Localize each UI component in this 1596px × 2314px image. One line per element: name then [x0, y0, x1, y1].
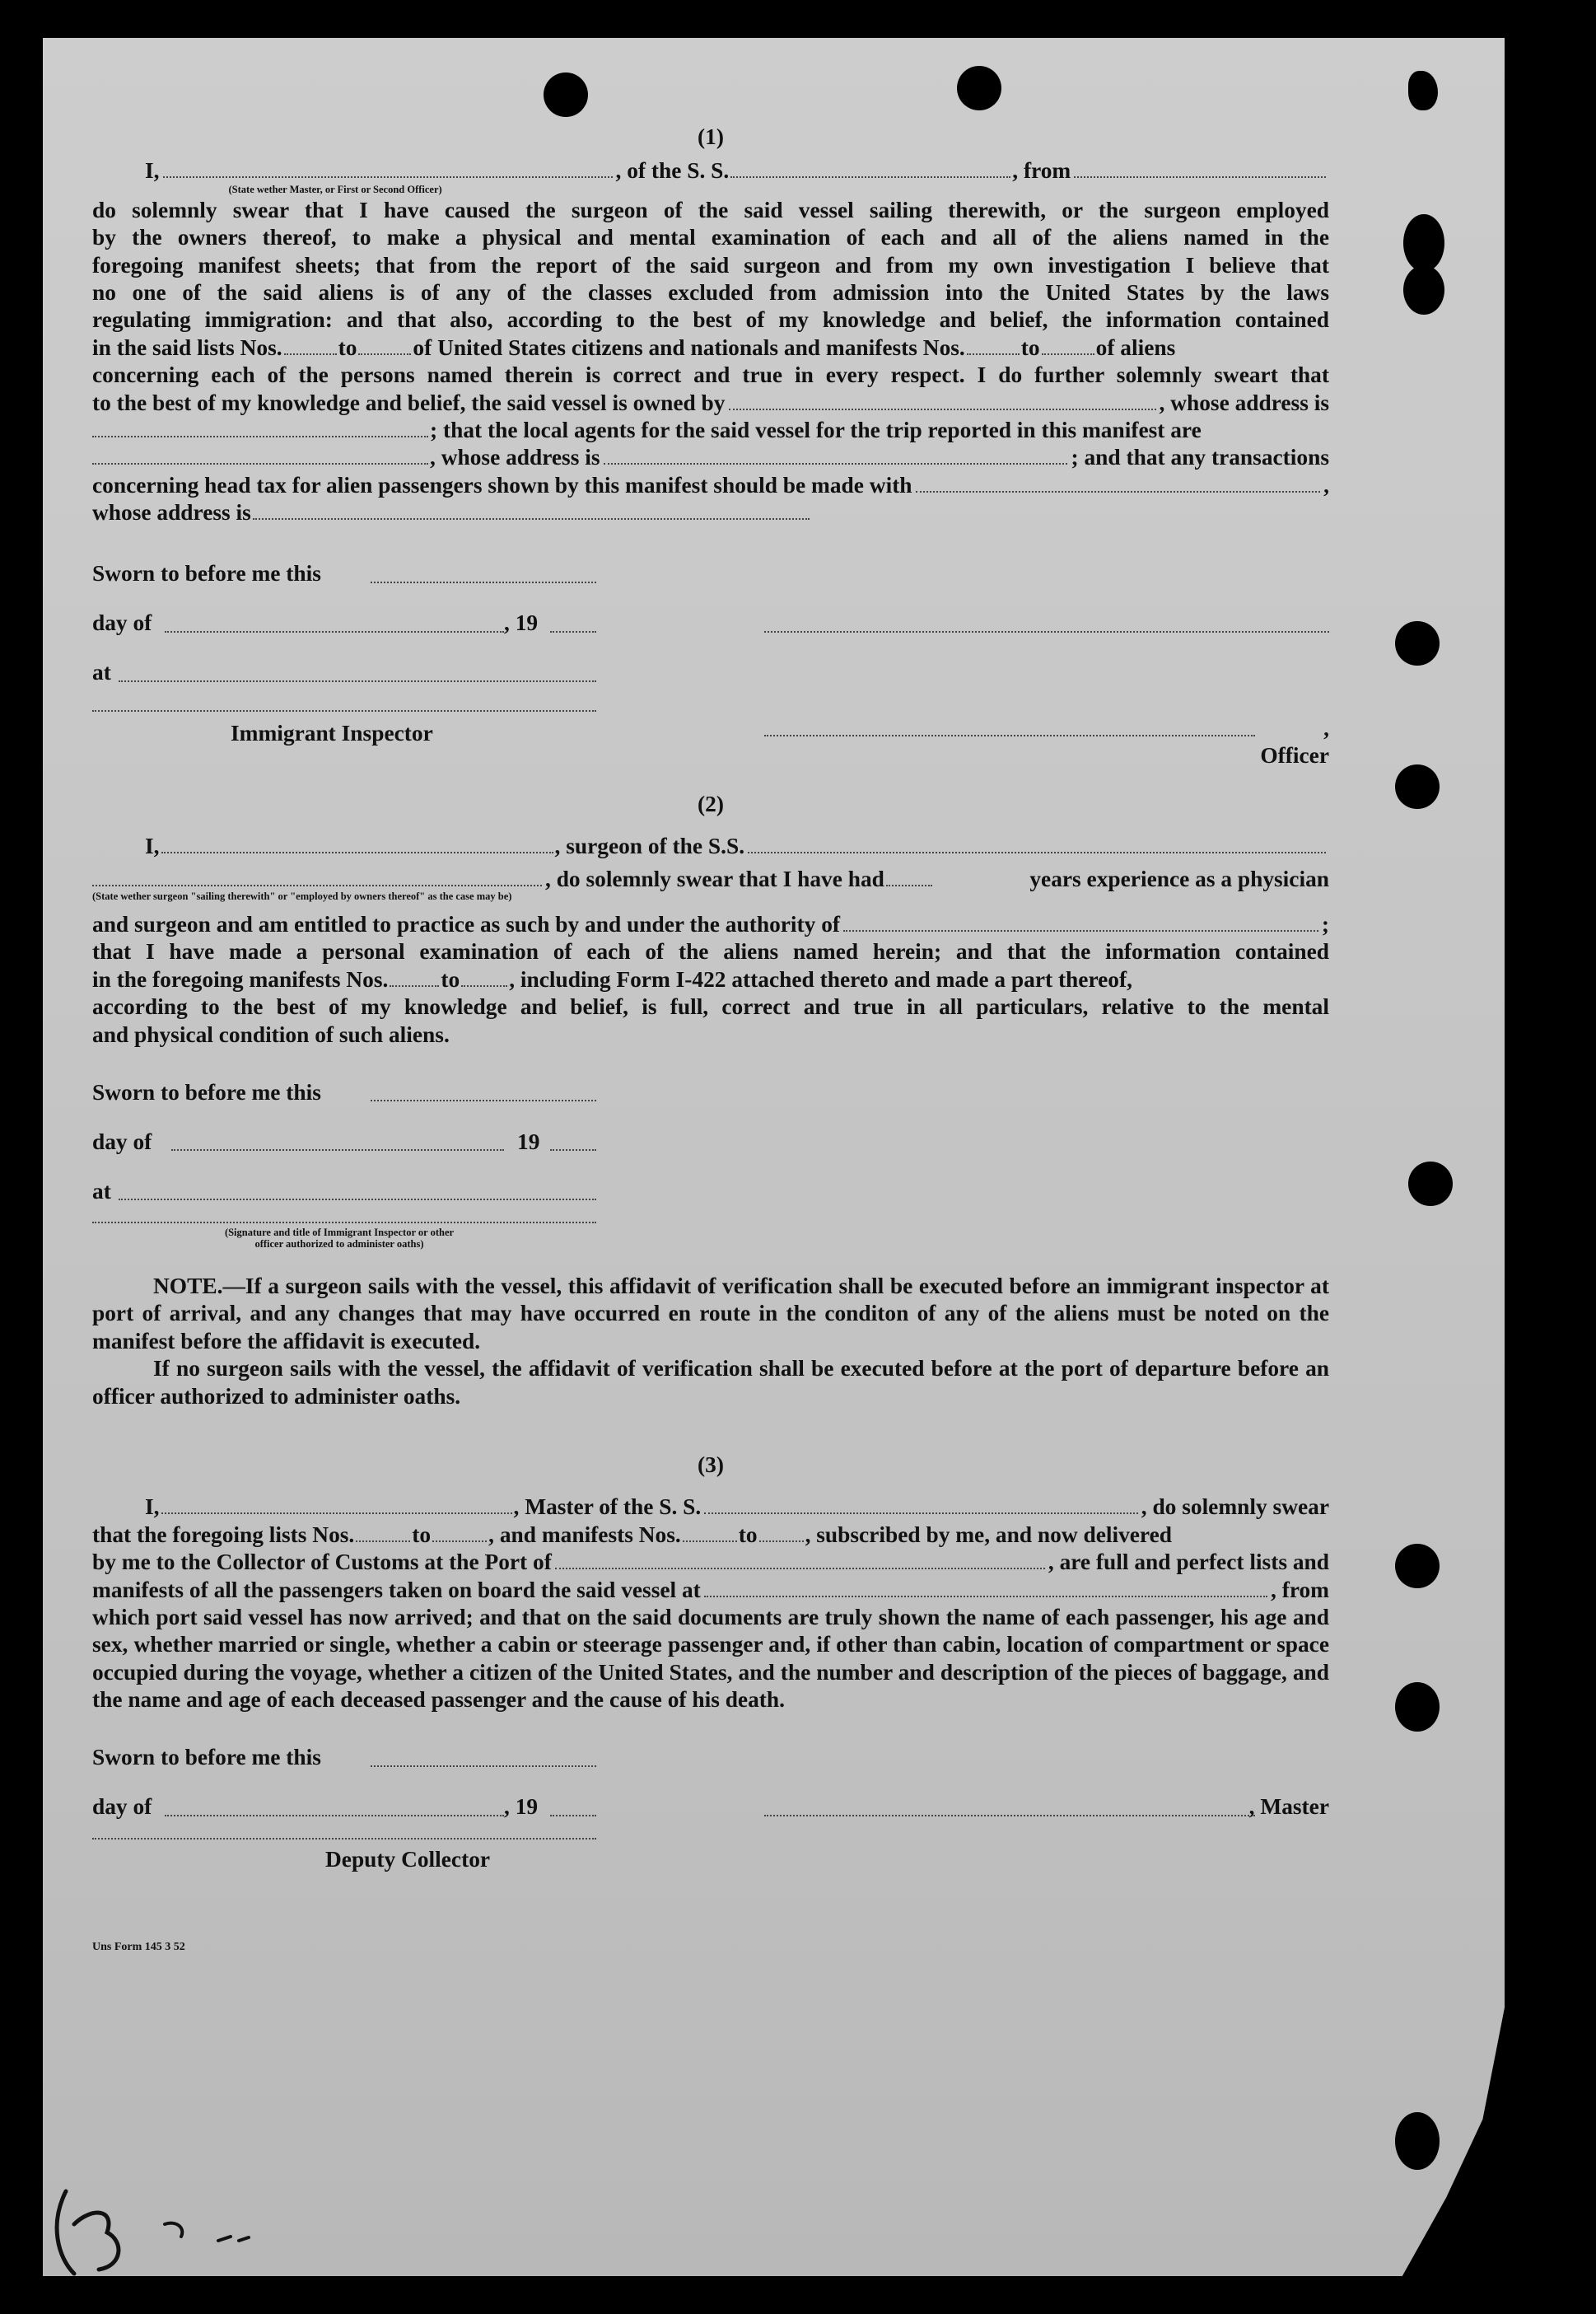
sworn-date-field[interactable]	[371, 582, 596, 583]
note-paragraph: NOTE.—If a surgeon sails with the vessel, this affidavit of verification shall be executed before an immigrant inspector at port of arrival, and any changes that may have occurred en route in the conditon of any of the aliens must be noted on the manifest before the affidavit is executed.	[92, 1273, 1329, 1353]
text-fragment: whose address is	[92, 500, 251, 526]
punch-hole	[1395, 1544, 1440, 1588]
deputy-signature-line[interactable]	[92, 1838, 596, 1840]
head-tax-line	[92, 472, 1329, 499]
punch-hole	[1395, 621, 1440, 666]
handwritten-mark	[41, 2175, 272, 2298]
section1-body	[92, 197, 1329, 527]
text-fragment: to the best of my knowledge and belief, the said vessel is owned by	[92, 390, 726, 415]
section1-intro-line	[92, 157, 1329, 196]
sworn-date-field[interactable]	[371, 1765, 596, 1767]
form-content	[92, 124, 1329, 1961]
place-field[interactable]	[119, 680, 596, 682]
text-fragment: , including Form I-422 attached thereto and made a part thereof,	[509, 966, 1132, 992]
section3-intro-line	[92, 1494, 1329, 1521]
label-from: , from	[1012, 158, 1071, 184]
note-block	[92, 1273, 1329, 1410]
signature-caption	[142, 1227, 537, 1250]
text-fragment: , and manifests Nos.	[488, 1522, 681, 1547]
at-label: at	[92, 1178, 111, 1204]
text-fragment: in the foregoing manifests Nos.	[92, 966, 389, 992]
port-line	[92, 1549, 1329, 1576]
at-label: at	[92, 660, 111, 685]
form-number: Uns Form 145 3 52	[92, 1940, 185, 1953]
inspector-signature-line[interactable]	[92, 1222, 596, 1223]
text-fragment: to	[412, 1522, 432, 1547]
manifest-from-field[interactable]	[967, 353, 1020, 355]
text-fragment: , from	[1271, 1577, 1329, 1602]
punch-hole	[1395, 764, 1440, 809]
master-signature-line[interactable]	[764, 1815, 1255, 1816]
text-fragment: years experience as a physician	[1029, 866, 1329, 891]
ship-name-field[interactable]	[704, 1512, 1138, 1514]
sworn-line	[92, 544, 669, 595]
agents-field[interactable]	[92, 462, 428, 465]
day-of-label: day of	[92, 1129, 152, 1154]
list-from-field[interactable]	[284, 353, 337, 355]
sworn-line	[92, 1727, 669, 1779]
text-line: concerning each of the persons named therein is correct and true in every respect. I do further solemnly sweart that	[92, 362, 1329, 388]
text-fragment: ;	[1321, 911, 1329, 937]
text-fragment: concerning head tax for alien passengers shown by this manifest should be made with	[92, 472, 912, 498]
text-fragment: , do solemnly swear	[1141, 1494, 1329, 1520]
lists-numbers-line	[92, 334, 1329, 362]
ship-name-field[interactable]	[748, 851, 1326, 853]
section2-intro-line	[92, 833, 1329, 860]
manifest-from-field[interactable]	[390, 984, 439, 987]
authority-line	[92, 911, 1329, 938]
officer-label: , Officer	[1260, 715, 1329, 769]
day-of-label: day of	[92, 610, 152, 636]
master-label: , Master	[1248, 1793, 1329, 1819]
years-field[interactable]	[886, 884, 932, 886]
text-fragment: to	[1020, 334, 1040, 360]
arrival-port-field[interactable]	[555, 1567, 1045, 1569]
manifest-to-field[interactable]	[461, 984, 507, 987]
ink-blot	[1408, 71, 1438, 110]
month-field[interactable]	[165, 631, 504, 633]
day-of-line	[92, 593, 669, 644]
punch-hole	[1395, 1682, 1440, 1732]
text-line: that I have made a personal examination of each of the aliens named herein; and that the information contained	[92, 939, 1329, 965]
text-line: do solemnly swear that I have caused the surgeon of the said vessel sailing therewith, or the surgeon employed	[92, 197, 1329, 222]
section-number: (2)	[698, 791, 724, 816]
place-field[interactable]	[119, 1199, 596, 1200]
ship-name-field[interactable]	[730, 175, 1010, 178]
punch-hole	[544, 72, 588, 117]
manifest-to-field[interactable]	[759, 1540, 804, 1542]
sworn-label: Sworn to before me this	[92, 561, 321, 587]
caption-line: officer authorized to administer oaths)	[254, 1237, 424, 1250]
text-fragment: to	[338, 334, 357, 360]
head-tax-contact-field[interactable]	[916, 490, 1321, 493]
inspector-label: Immigrant Inspector	[231, 720, 433, 746]
at-line	[92, 1161, 669, 1212]
day-of-line	[92, 1777, 669, 1828]
text-fragment: of United States citizens and nationals and manifests Nos.	[413, 334, 965, 360]
text-fragment: ,	[1323, 472, 1329, 498]
text-line: no one of the said aliens is of any of the classes excluded from admission into the United States by the laws	[92, 280, 1329, 306]
year-field[interactable]	[550, 1815, 596, 1816]
label-I: I,	[145, 834, 160, 859]
punch-hole	[1395, 2112, 1440, 2170]
list-to-field[interactable]	[432, 1540, 487, 1542]
text-line: regulating immigration: and that also, according to the best of my knowledge and belief, the information contained	[92, 307, 1329, 333]
text-paragraph: which port said vessel has now arrived; and that on the said documents are truly shown the name of each passenger, his age and sex, whether married or single, whether a cabin or steerage passenger and, if other than cabin, location of compartment or space occupied during the voyage, whether a citizen of the United States, and the number and description of the pieces of baggage, and the name and age of each deceased passenger and the cause of his death.	[92, 1605, 1329, 1713]
surgeon-type-field[interactable]	[92, 884, 542, 902]
lists-line	[92, 1522, 1329, 1549]
note-paragraph: If no surgeon sails with the vessel, the affidavit of verification shall be executed before at the port of departure before an officer authorized to administer oaths.	[92, 1356, 1329, 1409]
agents-address-field[interactable]	[604, 462, 1068, 465]
sworn-label: Sworn to before me this	[92, 1079, 321, 1105]
authority-field[interactable]	[843, 929, 1318, 932]
month-field[interactable]	[165, 1815, 504, 1816]
text-fragment: of aliens	[1095, 334, 1176, 360]
list-from-field[interactable]	[356, 1540, 410, 1542]
text-line: and physical condition of such aliens.	[92, 1021, 450, 1047]
text-fragment: by me to the Collector of Customs at the Port of	[92, 1550, 552, 1575]
text-fragment: to	[441, 966, 460, 992]
master-name-field[interactable]	[161, 1512, 512, 1514]
boarding-port-field[interactable]	[704, 1595, 1267, 1597]
owner-line	[92, 390, 1329, 417]
manifest-to-field[interactable]	[1042, 353, 1094, 355]
inspector-signature-line[interactable]	[92, 710, 596, 712]
section3-body	[92, 1522, 1329, 1714]
text-fragment: , whose address is	[430, 445, 600, 470]
text-fragment: manifests of all the passengers taken on board the said vessel at	[92, 1577, 701, 1602]
manifest-numbers-line	[92, 966, 1329, 993]
section2-signatures	[92, 1062, 1329, 1250]
label-surgeon-of: , surgeon of the S.S.	[554, 834, 745, 859]
section-number: (3)	[698, 1452, 724, 1477]
label-I: I,	[145, 1494, 160, 1520]
at-line	[92, 643, 669, 694]
list-to-field[interactable]	[358, 353, 411, 355]
text-fragment: , do solemnly swear that I have had	[545, 866, 884, 891]
departure-port-field[interactable]	[1074, 175, 1326, 178]
punch-hole	[957, 66, 1001, 110]
text-fragment: ; and that any transactions	[1071, 445, 1329, 470]
year-field[interactable]	[550, 1149, 596, 1151]
section1-signatures	[92, 544, 1329, 769]
punch-hole	[1403, 214, 1444, 272]
year-field[interactable]	[550, 631, 596, 633]
punch-hole	[1403, 265, 1444, 315]
field-caption: (State wether Master, or First or Second Officer)	[228, 184, 442, 196]
day-of-label: day of	[92, 1794, 152, 1820]
text-fragment: and surgeon and am entitled to practice as such by and under the authority of	[92, 911, 841, 937]
officer-signature-line-1[interactable]	[764, 631, 1329, 633]
head-tax-address-line	[92, 499, 1329, 526]
text-line: according to the best of my knowledge and belief, is full, correct and true in all particulars, relative to the mental	[92, 994, 1329, 1020]
year-label: , 19	[504, 610, 539, 636]
label-of-ss: , of the S. S.	[615, 158, 730, 184]
owner-address-field[interactable]	[92, 435, 428, 437]
day-of-line	[92, 1111, 669, 1162]
experience-line	[92, 866, 1329, 902]
punch-hole	[1408, 1162, 1453, 1206]
officer-rank-field[interactable]	[163, 175, 613, 196]
section2-body	[92, 911, 1329, 1049]
text-fragment: , subscribed by me, and now delivered	[805, 1522, 1172, 1547]
officer-signature-line-2[interactable]	[764, 735, 1255, 736]
label-master-of: , Master of the S. S.	[513, 1494, 702, 1520]
manifest-from-field[interactable]	[683, 1540, 737, 1542]
agents-line	[92, 417, 1329, 444]
deputy-label: Deputy Collector	[325, 1846, 491, 1872]
month-field[interactable]	[171, 1149, 504, 1151]
text-fragment: , are full and perfect lists and	[1048, 1550, 1329, 1575]
label-I: I,	[145, 158, 160, 184]
sworn-label: Sworn to before me this	[92, 1745, 321, 1770]
owner-field[interactable]	[729, 408, 1156, 410]
agents-address-line	[92, 444, 1329, 471]
text-line: by the owners thereof, to make a physical and mental examination of each and all of the aliens named in the	[92, 225, 1329, 250]
text-line: foregoing manifest sheets; that from the report of the said surgeon and from my own investigation I believe that	[92, 252, 1329, 278]
surgeon-name-field[interactable]	[161, 851, 553, 853]
text-fragment: ; that the local agents for the said vessel for the trip reported in this manifest are	[430, 418, 1202, 443]
year-label: 19	[517, 1129, 540, 1154]
caption-line: (Signature and title of Immigrant Inspector or other	[224, 1226, 455, 1238]
sworn-line	[92, 1062, 669, 1113]
head-tax-address-field[interactable]	[253, 517, 810, 520]
text-fragment: , whose address is	[1159, 390, 1329, 415]
sworn-date-field[interactable]	[371, 1100, 596, 1101]
section3-signatures	[92, 1727, 1329, 1872]
section-number: (1)	[698, 124, 724, 149]
year-label: , 19	[504, 1794, 539, 1820]
departure-line	[92, 1577, 1329, 1604]
field-caption: (State wether surgeon "sailing therewith" or "employed by owners thereof" as the case may be)	[92, 890, 512, 902]
text-fragment: in the said lists Nos.	[92, 334, 282, 360]
text-fragment: that the foregoing lists Nos.	[92, 1522, 355, 1547]
text-fragment: to	[738, 1522, 758, 1547]
